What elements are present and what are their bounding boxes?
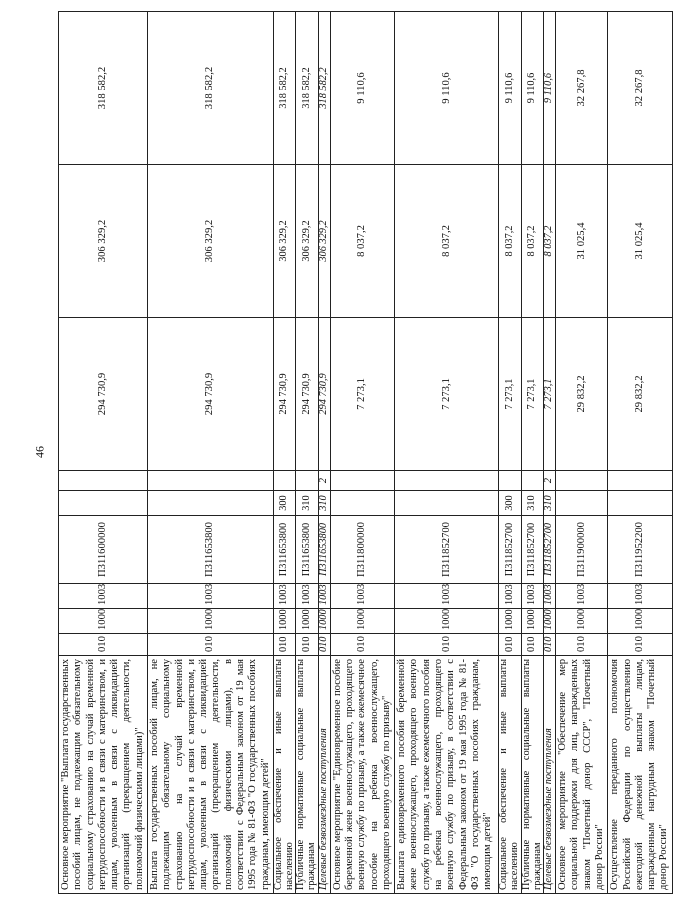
grbs-code: 010 — [395, 634, 499, 656]
target-article-code: П311653800 — [318, 516, 330, 584]
table-row — [608, 12, 672, 894]
subsection-code: 1003 — [59, 584, 148, 609]
grbs-code: 010 — [147, 634, 273, 656]
subsection-code: 1003 — [499, 584, 522, 609]
subsection-code: 1003 — [544, 584, 556, 609]
amount-year-2: 306 329,2 — [273, 165, 296, 318]
row-name: Социальное обеспечение и иные выплаты населению — [499, 656, 522, 894]
row-name: Основное мероприятие "Обеспечение мер социальной поддержки для лиц, награжденных знаком "Почетный донор СССР", "Почетный донор России" — [556, 656, 608, 894]
expense-type-code: 310 — [296, 491, 319, 516]
target-article-code: П311600000 — [59, 516, 148, 584]
table-row — [556, 12, 608, 894]
funding-source-code — [521, 471, 544, 491]
expense-type-code — [395, 491, 499, 516]
expense-type-code — [59, 491, 148, 516]
row-name: Публичные нормативные социальные выплаты гражданам — [521, 656, 544, 894]
expense-type-code: 310 — [521, 491, 544, 516]
subsection-code: 1003 — [556, 584, 608, 609]
expense-type-code: 310 — [544, 491, 556, 516]
amount-year-1: 7 273,1 — [544, 318, 556, 471]
expense-type-code — [147, 491, 273, 516]
grbs-code: 010 — [608, 634, 672, 656]
table-row — [395, 12, 499, 894]
amount-year-1: 7 273,1 — [499, 318, 522, 471]
target-article-code: П311952200 — [608, 516, 672, 584]
amount-year-2: 8 037,2 — [330, 165, 394, 318]
target-article-code: П311852700 — [395, 516, 499, 584]
funding-source-code — [330, 471, 394, 491]
section-code: 1000 — [556, 609, 608, 634]
amount-year-1: 7 273,1 — [330, 318, 394, 471]
amount-year-3: 9 110,6 — [330, 12, 394, 165]
amount-year-2: 8 037,2 — [395, 165, 499, 318]
subsection-code: 1003 — [395, 584, 499, 609]
amount-year-1: 7 273,1 — [395, 318, 499, 471]
amount-year-3: 9 110,6 — [544, 12, 556, 165]
grbs-code: 010 — [544, 634, 556, 656]
section-code: 1000 — [395, 609, 499, 634]
funding-source-code — [147, 471, 273, 491]
section-code: 1000 — [147, 609, 273, 634]
funding-source-code — [556, 471, 608, 491]
amount-year-1: 7 273,1 — [521, 318, 544, 471]
funding-source-code — [273, 471, 296, 491]
funding-source-code — [608, 471, 672, 491]
target-article-code: П311800000 — [330, 516, 394, 584]
funding-source-code: 2 — [318, 471, 330, 491]
section-code: 1000 — [296, 609, 319, 634]
expense-type-code — [608, 491, 672, 516]
amount-year-3: 318 582,2 — [318, 12, 330, 165]
grbs-code: 010 — [59, 634, 148, 656]
grbs-code: 010 — [499, 634, 522, 656]
target-article-code: П311653800 — [273, 516, 296, 584]
row-name: Основное мероприятие "Единовременное пособие беременной жене военнослужащего, проходящего военную службу по призыву, а также ежемесячное пособие на ребенка военнослужащего, проходящего военную службу по призыву" — [330, 656, 394, 894]
amount-year-2: 306 329,2 — [296, 165, 319, 318]
amount-year-1: 294 730,9 — [296, 318, 319, 471]
expense-type-code: 300 — [499, 491, 522, 516]
funding-source-code: 2 — [544, 471, 556, 491]
page-number: 46 — [32, 446, 47, 458]
section-code: 1000 — [330, 609, 394, 634]
table-row — [273, 12, 296, 894]
target-article-code: П311852700 — [544, 516, 556, 584]
section-code: 1000 — [318, 609, 330, 634]
expense-type-code: 300 — [273, 491, 296, 516]
grbs-code: 010 — [521, 634, 544, 656]
section-code: 1000 — [59, 609, 148, 634]
amount-year-2: 8 037,2 — [544, 165, 556, 318]
row-name: Целевые безвозмездные поступления — [318, 656, 330, 894]
amount-year-3: 318 582,2 — [147, 12, 273, 165]
amount-year-3: 32 267,8 — [556, 12, 608, 165]
table-row — [521, 12, 544, 894]
amount-year-3: 9 110,6 — [521, 12, 544, 165]
funding-source-code — [296, 471, 319, 491]
subsection-code: 1003 — [330, 584, 394, 609]
section-code: 1000 — [521, 609, 544, 634]
amount-year-1: 294 730,9 — [147, 318, 273, 471]
row-name: Целевые безвозмездные поступления — [544, 656, 556, 894]
budget-table — [58, 11, 673, 894]
amount-year-3: 9 110,6 — [499, 12, 522, 165]
section-code: 1000 — [544, 609, 556, 634]
table-row — [499, 12, 522, 894]
amount-year-1: 294 730,9 — [318, 318, 330, 471]
row-name: Выплата единовременного пособия беременной жене военнослужащего, проходящего военную службу по призыву, а также ежемесячного пособия на ребенка военнослужащего, проходящего военную службу по призыву, в соответствии с Федеральным законом от 19 мая 1995 года № 81-ФЗ "О государственных пособиях гражданам, имеющим детей" — [395, 656, 499, 894]
amount-year-2: 306 329,2 — [147, 165, 273, 318]
amount-year-2: 8 037,2 — [499, 165, 522, 318]
row-name: Основное мероприятие "Выплата государственных пособий лицам, не подлежащим обязательному социальному страхованию на случай временной нетрудоспособности и в связи с материнством, и лицам, уволенным в связи с ликвидацией организаций (прекращением деятельности, полномочий физическими лицами)" — [59, 656, 148, 894]
row-name: Социальное обеспечение и иные выплаты населению — [273, 656, 296, 894]
amount-year-3: 318 582,2 — [296, 12, 319, 165]
table-row — [296, 12, 319, 894]
amount-year-2: 31 025,4 — [556, 165, 608, 318]
subsection-code: 1003 — [608, 584, 672, 609]
table-row — [330, 12, 394, 894]
row-name: Публичные нормативные социальные выплаты гражданам — [296, 656, 319, 894]
amount-year-1: 29 832,2 — [608, 318, 672, 471]
expense-type-code — [330, 491, 394, 516]
rotated-page-content — [58, 12, 670, 894]
table-row — [318, 12, 330, 894]
subsection-code: 1003 — [296, 584, 319, 609]
funding-source-code — [395, 471, 499, 491]
section-code: 1000 — [499, 609, 522, 634]
section-code: 1000 — [273, 609, 296, 634]
subsection-code: 1003 — [273, 584, 296, 609]
grbs-code: 010 — [556, 634, 608, 656]
row-name: Выплата государственных пособий лицам, не подлежащим обязательному социальному страхованию на случай временной нетрудоспособности и в связи с материнством, и лицам, уволенным в связи с ликвидацией организаций (прекращением деятельности, полномочий физическими лицами), в соответствии с Федеральным законом от 19 мая 1995 года № 81-ФЗ "О государственных пособиях гражданам, имеющим детей" — [147, 656, 273, 894]
target-article-code: П311852700 — [521, 516, 544, 584]
table-row — [147, 12, 273, 894]
table-row — [59, 12, 148, 894]
amount-year-2: 306 329,2 — [59, 165, 148, 318]
target-article-code: П311852700 — [499, 516, 522, 584]
funding-source-code — [59, 471, 148, 491]
grbs-code: 010 — [330, 634, 394, 656]
target-article-code: П311653800 — [147, 516, 273, 584]
amount-year-3: 318 582,2 — [59, 12, 148, 165]
amount-year-1: 294 730,9 — [273, 318, 296, 471]
grbs-code: 010 — [273, 634, 296, 656]
table-row — [544, 12, 556, 894]
subsection-code: 1003 — [521, 584, 544, 609]
expense-type-code: 310 — [318, 491, 330, 516]
grbs-code: 010 — [318, 634, 330, 656]
target-article-code: П311653800 — [296, 516, 319, 584]
amount-year-2: 8 037,2 — [521, 165, 544, 318]
funding-source-code — [499, 471, 522, 491]
amount-year-3: 318 582,2 — [273, 12, 296, 165]
amount-year-1: 294 730,9 — [59, 318, 148, 471]
row-name: Осуществление переданного полномочия Российской Федерации по осуществлению ежегодной денежной выплаты лицам, награжденным нагрудным знаком "Почетный донор России" — [608, 656, 672, 894]
grbs-code: 010 — [296, 634, 319, 656]
subsection-code: 1003 — [147, 584, 273, 609]
target-article-code: П311900000 — [556, 516, 608, 584]
section-code: 1000 — [608, 609, 672, 634]
subsection-code: 1003 — [318, 584, 330, 609]
amount-year-3: 9 110,6 — [395, 12, 499, 165]
amount-year-3: 32 267,8 — [608, 12, 672, 165]
amount-year-2: 306 329,2 — [318, 165, 330, 318]
amount-year-2: 31 025,4 — [608, 165, 672, 318]
expense-type-code — [556, 491, 608, 516]
amount-year-1: 29 832,2 — [556, 318, 608, 471]
